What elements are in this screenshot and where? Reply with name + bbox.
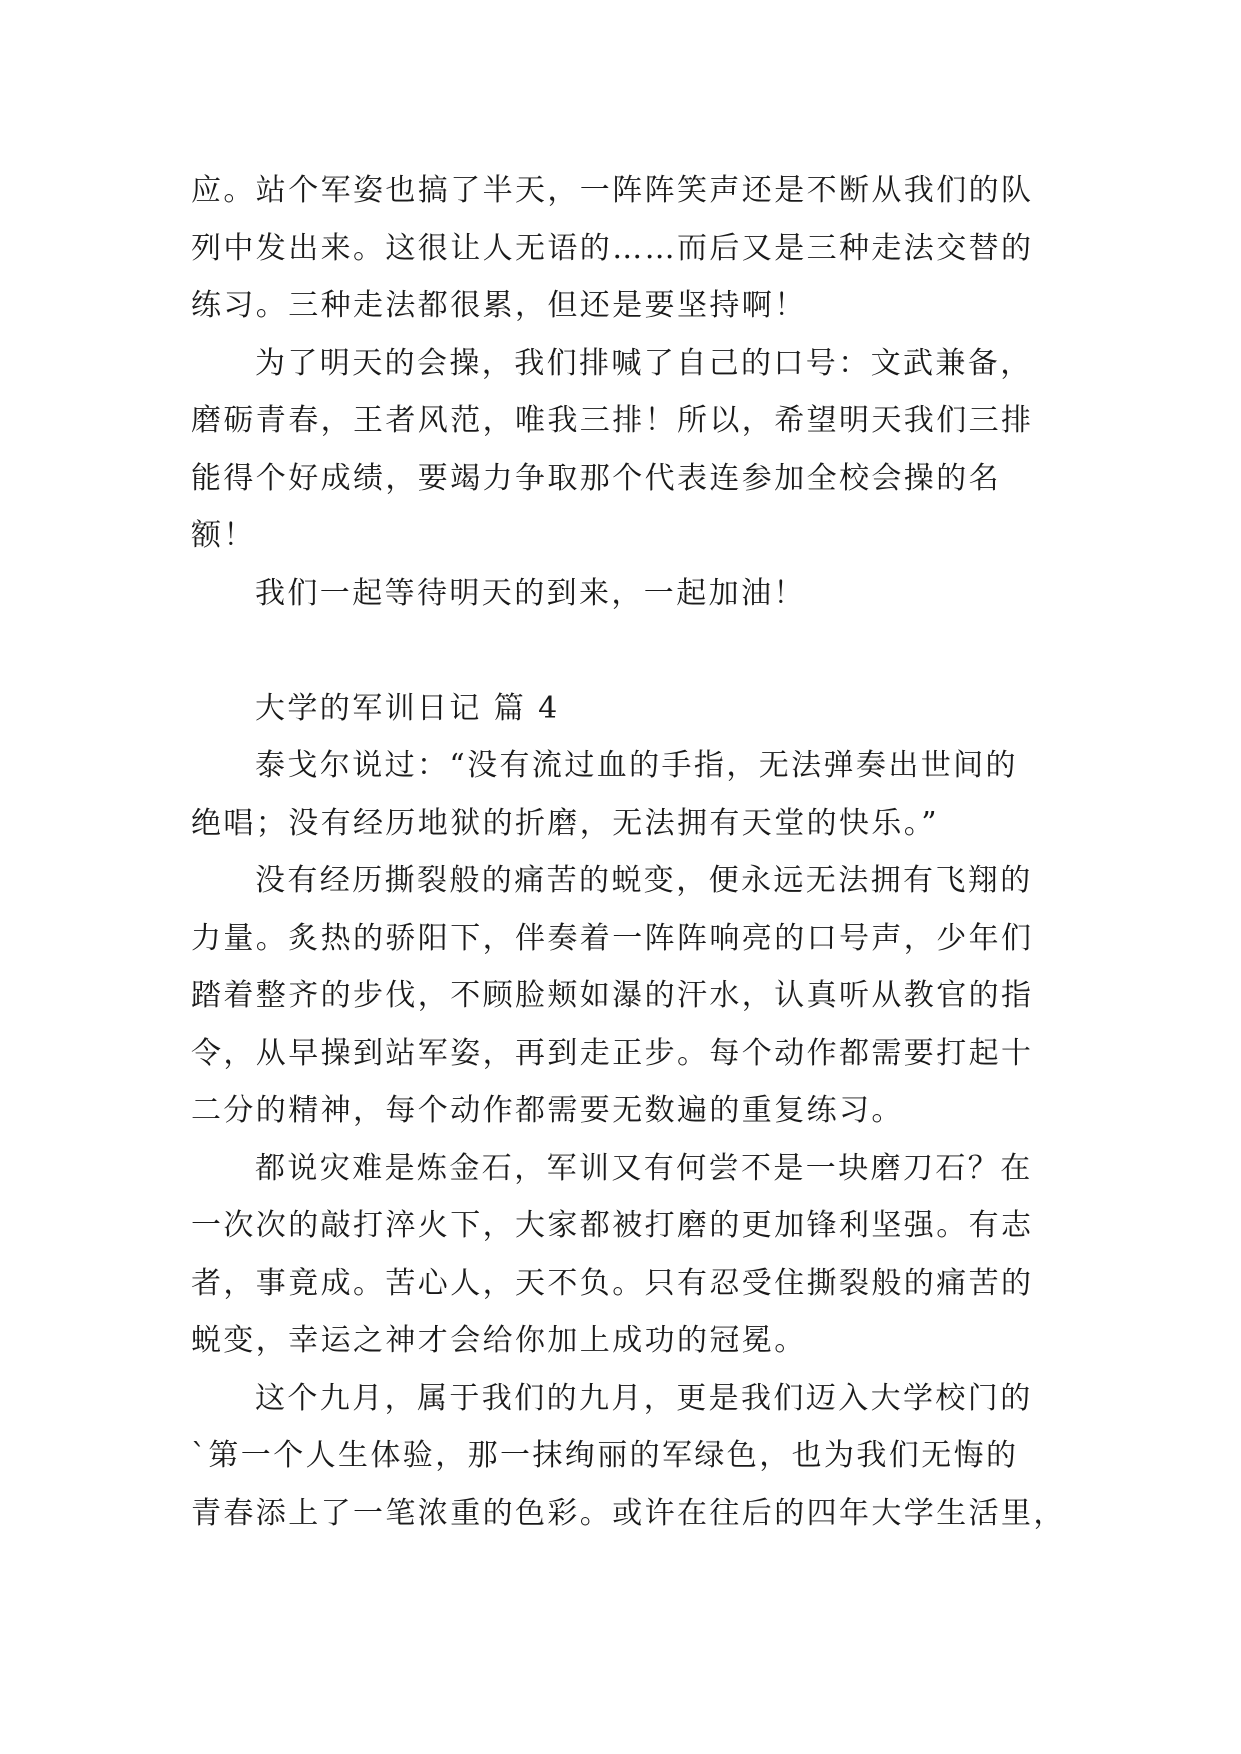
paragraph-line: 绝唱；没有经历地狱的折磨，无法拥有天堂的快乐。” bbox=[191, 805, 939, 841]
paragraph-line: `第一个人生体验，那一抹绚丽的军绿色，也为我们无悔的 bbox=[191, 1438, 1019, 1473]
paragraph-line: 没有经历撕裂般的痛苦的蜕变，便永远无法拥有飞翔的 bbox=[255, 863, 1033, 898]
paragraph-line: 磨砺青春，王者风范，唯我三排！所以，希望明天我们三排 bbox=[191, 403, 1034, 438]
paragraph-line: 力量。炙热的骄阳下，伴奏着一阵阵响亮的口号声，少年们 bbox=[191, 920, 1034, 956]
paragraph-line: 列中发出来。这很让人无语的……而后又是三种走法交替的 bbox=[191, 230, 1034, 266]
paragraph-line: 都说灾难是炼金石，军训又有何尝不是一块磨刀石？在 bbox=[255, 1150, 1033, 1186]
paragraph-line: 能得个好成绩，要竭力争取那个代表连参加全校会操的名 bbox=[191, 460, 1001, 496]
paragraph-line: 青春添上了一笔浓重的色彩。或许在往后的四年大学生活里， bbox=[191, 1495, 1066, 1531]
paragraph-line: 这个九月，属于我们的九月，更是我们迈入大学校门的 bbox=[255, 1380, 1033, 1416]
paragraph-line: 蜕变，幸运之神才会给你加上成功的冠冕。 bbox=[191, 1323, 807, 1358]
paragraph-line: 练习。三种走法都很累，但还是要坚持啊！ bbox=[191, 288, 807, 323]
paragraph-line: 一次次的敲打淬火下，大家都被打磨的更加锋利坚强。有志 bbox=[191, 1208, 1034, 1243]
document-body bbox=[191, 162, 1066, 1542]
section-heading: 大学的军训日记 篇 4 bbox=[255, 690, 560, 726]
paragraph-line: 泰戈尔说过：“没有流过血的手指，无法弹奏出世间的 bbox=[255, 748, 1018, 783]
paragraph-line: 我们一起等待明天的到来，一起加油！ bbox=[255, 575, 806, 611]
paragraph-line: 为了明天的会操，我们排喊了自己的口号：文武兼备， bbox=[255, 345, 1033, 381]
paragraph-line: 者，事竟成。苦心人，天不负。只有忍受住撕裂般的痛苦的 bbox=[191, 1265, 1034, 1301]
paragraph-line: 额！ bbox=[191, 518, 256, 553]
blank-line bbox=[191, 622, 1061, 680]
paragraph-line: 令，从早操到站军姿，再到走正步。每个动作都需要打起十 bbox=[191, 1035, 1034, 1071]
paragraph-line: 应。站个军姿也搞了半天，一阵阵笑声还是不断从我们的队 bbox=[191, 173, 1034, 208]
paragraph-line: 二分的精神，每个动作都需要无数遍的重复练习。 bbox=[191, 1093, 904, 1128]
paragraph-line: 踏着整齐的步伐，不顾脸颊如瀑的汗水，认真听从教官的指 bbox=[191, 978, 1034, 1013]
